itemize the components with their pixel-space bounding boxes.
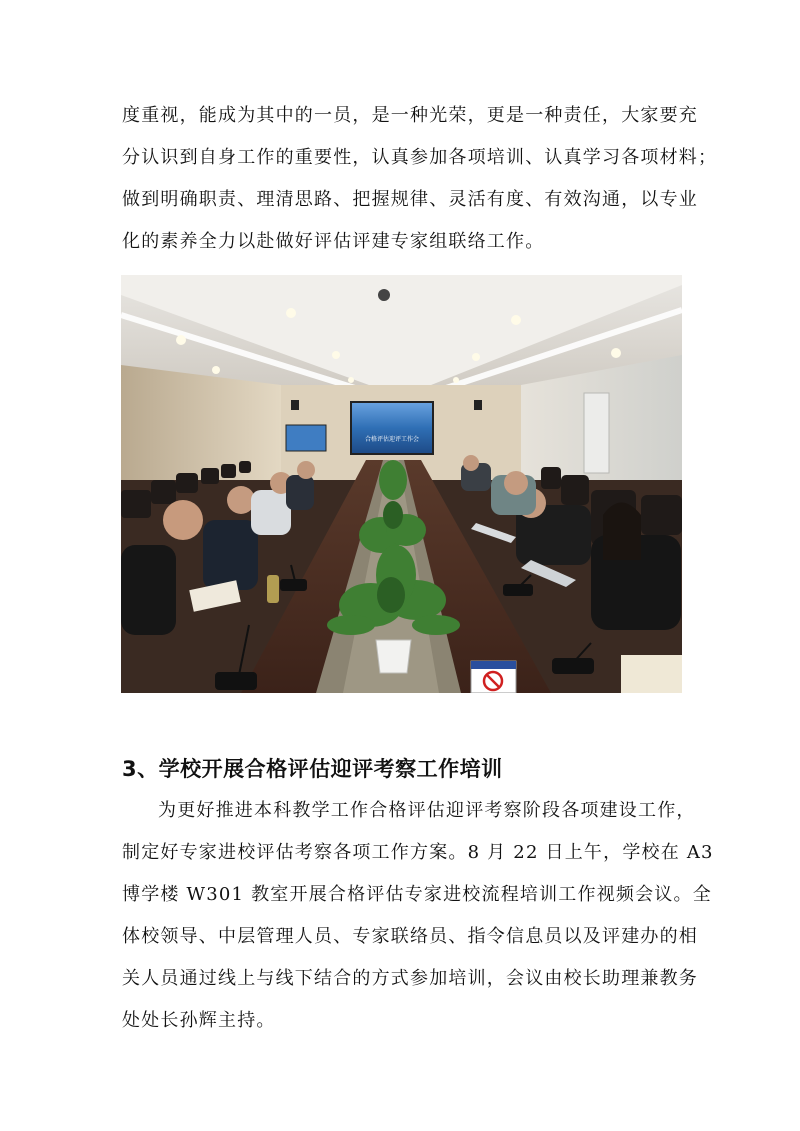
paragraph-line: 关人员通过线上与线下结合的方式参加培训，会议由校长助理兼教务 bbox=[122, 968, 698, 989]
section-heading: 3、学校开展合格评估迎评考察工作培训 bbox=[122, 757, 503, 781]
paragraph-line: 制定好专家进校评估考察各项工作方案。8 月 22 日上午，学校在 A3 bbox=[122, 842, 714, 863]
paragraph-line: 博学楼 W301 教室开展合格评估专家进校流程培训工作视频会议。全 bbox=[122, 884, 712, 905]
paragraph-line: 做到明确职责、理清思路、把握规律、灵活有度、有效沟通，以专业 bbox=[122, 189, 698, 210]
paragraph-line: 度重视，能成为其中的一员，是一种光荣，更是一种责任，大家要充 bbox=[122, 105, 698, 126]
paragraph-line: 体校领导、中层管理人员、专家联络员、指令信息员以及评建办的相 bbox=[122, 926, 698, 947]
paragraph-line: 化的素养全力以赴做好评估评建专家组联络工作。 bbox=[122, 231, 545, 252]
paragraph-line: 分认识到自身工作的重要性，认真参加各项培训、认真学习各项材料； bbox=[122, 147, 718, 168]
paragraph-1 bbox=[122, 95, 718, 263]
no-smoking-icon bbox=[471, 661, 516, 693]
screen-caption: 合格评估迎评工作会 bbox=[364, 436, 419, 443]
paragraph-line: 为更好推进本科教学工作合格评估迎评考察阶段各项建设工作， bbox=[158, 800, 696, 821]
paragraph-line: 处处长孙辉主持。 bbox=[122, 1010, 276, 1031]
meeting-photo bbox=[121, 275, 682, 693]
paragraph-2 bbox=[122, 790, 714, 1042]
